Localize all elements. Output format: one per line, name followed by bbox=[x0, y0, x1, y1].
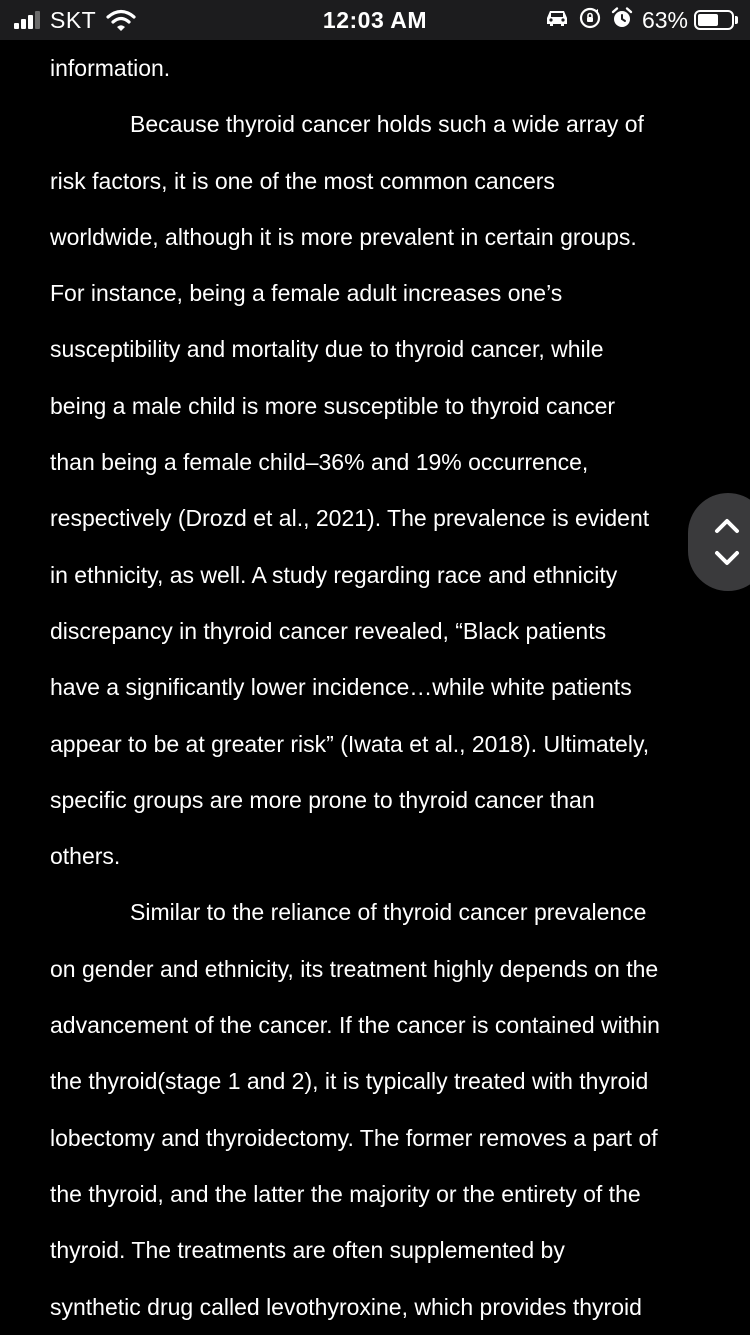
chevron-down-icon[interactable] bbox=[714, 545, 740, 571]
text-line: others. bbox=[50, 843, 121, 870]
text-line: risk factors, it is one of the most common cancers bbox=[50, 167, 555, 194]
paragraph bbox=[50, 96, 710, 884]
text-line: thyroid. The treatments are often supplemented by bbox=[50, 1237, 565, 1264]
status-bar bbox=[0, 0, 750, 40]
page-scroll-control[interactable] bbox=[688, 493, 750, 591]
text-line: than being a female child–36% and 19% occurrence, bbox=[50, 449, 589, 476]
text-line: information. bbox=[50, 55, 171, 81]
text-line: appear to be at greater risk” (Iwata et al., 2018). Ultimately, bbox=[50, 730, 650, 757]
alarm-icon bbox=[610, 6, 634, 35]
text-line: respectively (Drozd et al., 2021). The prevalence is evident bbox=[50, 505, 650, 532]
text-line: advancement of the cancer. If the cancer is contained within bbox=[50, 1012, 660, 1039]
text-line: discrepancy in thyroid cancer revealed, “Black patients bbox=[50, 617, 607, 644]
paragraph bbox=[50, 40, 710, 96]
orientation-lock-icon bbox=[578, 6, 602, 35]
text-line: on gender and ethnicity, its treatment highly depends on the bbox=[50, 955, 659, 982]
battery-icon bbox=[694, 10, 734, 30]
paragraph bbox=[50, 884, 710, 1334]
text-line: specific groups are more prone to thyroid cancer than bbox=[50, 786, 595, 813]
battery-cap bbox=[735, 16, 738, 24]
text-line: susceptibility and mortality due to thyroid cancer, while bbox=[50, 336, 604, 363]
carrier-label: SKT bbox=[50, 6, 97, 33]
text-line: being a male child is more susceptible to thyroid cancer bbox=[50, 392, 616, 419]
battery-level bbox=[698, 14, 718, 26]
text-line: Similar to the reliance of thyroid cancer prevalence bbox=[130, 899, 647, 926]
text-line: the thyroid(stage 1 and 2), it is typically treated with thyroid bbox=[50, 1068, 649, 1095]
chevron-up-icon[interactable] bbox=[714, 513, 740, 539]
text-line: in ethnicity, as well. A study regarding race and ethnicity bbox=[50, 561, 618, 588]
text-line: the thyroid, and the latter the majority or the entirety of the bbox=[50, 1180, 641, 1207]
status-time: 12:03 AM bbox=[322, 7, 428, 33]
status-right bbox=[536, 6, 738, 34]
battery-percent: 63% bbox=[641, 6, 688, 33]
text-line: worldwide, although it is more prevalent in certain groups. bbox=[50, 223, 637, 250]
text-line: have a significantly lower incidence…while white patients bbox=[50, 674, 632, 701]
text-line: For instance, being a female adult increases one’s bbox=[50, 280, 563, 307]
text-line: Because thyroid cancer holds such a wide array of bbox=[130, 111, 644, 138]
text-line: synthetic drug called levothyroxine, which provides thyroid bbox=[50, 1293, 642, 1320]
document-body bbox=[50, 40, 710, 1335]
car-icon bbox=[544, 8, 570, 33]
text-line: lobectomy and thyroidectomy. The former removes a part of bbox=[50, 1124, 658, 1151]
